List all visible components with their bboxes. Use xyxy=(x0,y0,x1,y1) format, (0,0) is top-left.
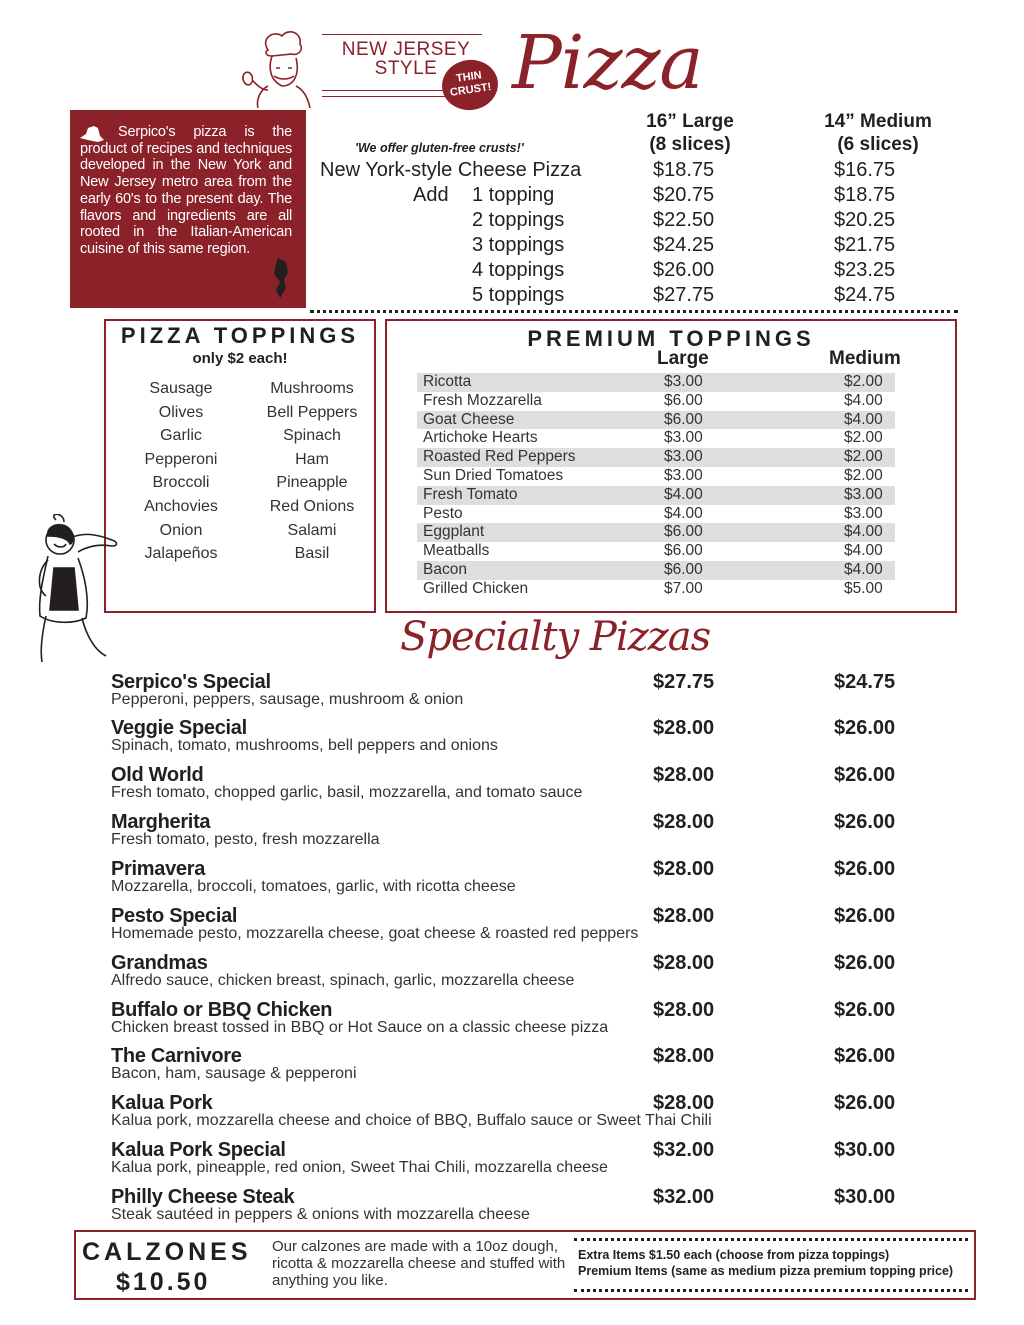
premium-name: Meatballs xyxy=(423,542,490,560)
premium-toppings-box xyxy=(385,319,957,613)
premium-medium-price: $2.00 xyxy=(844,448,883,466)
topping-item: Ham xyxy=(295,450,329,468)
topping-item: Basil xyxy=(294,545,330,563)
specialty-medium-price: $26.00 xyxy=(834,764,896,786)
specialty-medium-price: $24.75 xyxy=(834,671,896,693)
premium-row xyxy=(417,411,895,430)
topping-item: Bell Peppers xyxy=(266,403,358,421)
specialty-large-price: $32.00 xyxy=(653,1186,715,1208)
premium-large-price: $6.00 xyxy=(664,542,703,560)
medium-price: $20.25 xyxy=(834,209,896,231)
specialty-desc: Chicken breast tossed in BBQ or Hot Sauce on a classic cheese pizza xyxy=(111,1019,609,1036)
waitress-illustration xyxy=(34,514,134,664)
specialty-desc: Alfredo sauce, chicken breast, spinach, garlic, mozzarella cheese xyxy=(111,972,575,989)
premium-medium-price: $4.00 xyxy=(844,523,883,541)
topping-item: Anchovies xyxy=(144,497,218,515)
premium-large-price: $4.00 xyxy=(664,485,703,503)
premium-row xyxy=(417,542,895,561)
specialty-desc: Kalua pork, pineapple, red onion, Sweet Thai Chili, mozzarella cheese xyxy=(111,1159,608,1176)
topping-item: Garlic xyxy=(160,427,202,445)
medium-price: $23.25 xyxy=(834,259,896,281)
premium-medium-price: $4.00 xyxy=(844,391,883,409)
premium-large-price: $6.00 xyxy=(664,410,703,428)
price-row-label: 4 toppings xyxy=(472,259,565,281)
specialty-desc: Bacon, ham, sausage & pepperoni xyxy=(111,1065,357,1082)
specialty-large-price: $28.00 xyxy=(653,952,715,974)
topping-item: Pineapple xyxy=(276,474,348,492)
badge-line-1: THIN xyxy=(455,69,483,85)
specialty-medium-price: $26.00 xyxy=(834,1045,896,1067)
premium-large-price: $3.00 xyxy=(664,448,703,466)
specialty-medium-price: $26.00 xyxy=(834,811,896,833)
premium-name: Fresh Mozzarella xyxy=(423,391,542,409)
premium-name: Ricotta xyxy=(423,373,472,390)
premium-row xyxy=(417,561,895,580)
pizza-toppings-box xyxy=(104,319,376,613)
price-row-label: 2 toppings xyxy=(472,209,565,231)
chef-illustration xyxy=(238,28,322,108)
premium-large-price: $3.00 xyxy=(664,373,703,390)
extra-items-note: Extra Items $1.50 each (choose from pizza toppings) xyxy=(578,1248,890,1262)
specialty-large-price: $32.00 xyxy=(653,1139,715,1161)
price-row-label: 3 toppings xyxy=(472,234,565,256)
specialty-medium-price: $26.00 xyxy=(834,717,896,739)
specialty-name: Pesto Special xyxy=(111,905,238,927)
premium-medium-price: $4.00 xyxy=(844,561,883,578)
topping-item: Red Onions xyxy=(269,497,355,515)
medium-size-header xyxy=(808,110,948,156)
medium-price: $21.75 xyxy=(834,234,896,256)
toppings-title: PIZZA TOPPINGS xyxy=(120,323,360,348)
specialty-desc: Homemade pesto, mozzarella cheese, goat cheese & roasted red peppers xyxy=(111,925,639,942)
style-line-2: STYLE xyxy=(374,58,438,79)
premium-large-price: $3.00 xyxy=(664,467,703,484)
price-row-label: 5 toppings xyxy=(472,284,565,306)
specialty-large-price: $28.00 xyxy=(653,764,715,786)
specialty-medium-price: $26.00 xyxy=(834,905,896,927)
medium-slices-label: (6 slices) xyxy=(837,134,919,155)
premium-row xyxy=(417,429,895,448)
premium-row xyxy=(417,373,895,392)
add-label: Add xyxy=(413,184,449,206)
toppings-column-2 xyxy=(252,377,372,566)
toppings-column-1 xyxy=(121,377,241,566)
specialty-medium-price: $30.00 xyxy=(834,1139,896,1161)
badge-line-2: CRUST! xyxy=(449,81,493,99)
large-price: $27.75 xyxy=(653,284,715,306)
extras-box xyxy=(574,1238,968,1292)
premium-large-price: $7.00 xyxy=(664,579,703,597)
specialty-name: Buffalo or BBQ Chicken xyxy=(111,999,333,1021)
specialty-medium-price: $26.00 xyxy=(834,1092,896,1114)
specialty-name: Old World xyxy=(111,764,204,786)
price-row-label: 1 topping xyxy=(472,184,555,206)
specialty-large-price: $28.00 xyxy=(653,999,715,1021)
cheese-pizza-label: New York-style Cheese Pizza xyxy=(320,159,582,181)
specialty-large-price: $28.00 xyxy=(653,905,715,927)
specialty-medium-price: $26.00 xyxy=(834,999,896,1021)
specialty-name: Margherita xyxy=(111,811,211,833)
premium-row xyxy=(417,448,895,467)
calzones-price: $10.50 xyxy=(116,1268,211,1296)
specialty-large-price: $28.00 xyxy=(653,717,715,739)
premium-medium-price: $2.00 xyxy=(844,373,883,390)
specialty-desc: Mozzarella, broccoli, tomatoes, garlic, with ricotta cheese xyxy=(111,878,516,895)
new-york-state-icon xyxy=(78,124,106,144)
large-size-header xyxy=(630,110,750,156)
calzones-desc: Our calzones are made with a 10oz dough, ricotta & mozzarella cheese and stuffed with anything you like. xyxy=(272,1238,566,1289)
premium-medium-price: $5.00 xyxy=(844,579,883,597)
premium-title: PREMIUM TOPPINGS xyxy=(527,326,815,351)
premium-medium-price: $4.00 xyxy=(844,542,883,560)
topping-item: Mushrooms xyxy=(270,380,354,397)
medium-price: $24.75 xyxy=(834,284,896,306)
large-price: $26.00 xyxy=(653,259,715,281)
specialty-name: Grandmas xyxy=(111,952,208,974)
specialty-name: The Carnivore xyxy=(111,1045,242,1067)
premium-row xyxy=(417,505,895,524)
premium-row xyxy=(417,523,895,542)
specialty-large-price: $28.00 xyxy=(653,858,715,880)
toppings-subtitle: only $2 each! xyxy=(192,350,288,367)
premium-items-note: Premium Items (same as medium pizza premium topping price) xyxy=(578,1264,954,1278)
premium-name: Eggplant xyxy=(423,523,485,541)
specialty-large-price: $27.75 xyxy=(653,671,715,693)
specialty-title: Specialty Pizzas xyxy=(400,614,711,660)
premium-medium-price: $3.00 xyxy=(844,485,883,503)
specialty-medium-price: $26.00 xyxy=(834,858,896,880)
premium-medium-price: $2.00 xyxy=(844,467,883,484)
topping-item: Olives xyxy=(158,403,204,421)
medium-price: $16.75 xyxy=(834,159,896,181)
intro-box xyxy=(70,110,306,308)
specialty-large-price: $28.00 xyxy=(653,1092,715,1114)
premium-large-price: $6.00 xyxy=(664,391,703,409)
premium-large-price: $6.00 xyxy=(664,523,703,541)
topping-item: Pepperoni xyxy=(144,450,218,468)
premium-name: Grilled Chicken xyxy=(423,579,529,597)
premium-medium-header: Medium xyxy=(829,348,901,369)
premium-name: Artichoke Hearts xyxy=(423,429,538,447)
premium-large-header: Large xyxy=(657,348,709,369)
specialty-medium-price: $30.00 xyxy=(834,1186,896,1208)
specialty-name: Kalua Pork xyxy=(111,1092,213,1114)
premium-name: Fresh Tomato xyxy=(423,485,518,503)
specialty-desc: Steak sautéed in peppers & onions with mozzarella cheese xyxy=(111,1206,530,1223)
specialty-name: Veggie Special xyxy=(111,717,247,739)
premium-row xyxy=(417,467,895,486)
specialty-name: Serpico's Special xyxy=(111,671,271,693)
premium-large-price: $3.00 xyxy=(664,429,703,447)
new-jersey-state-icon xyxy=(272,258,290,298)
large-slices-label: (8 slices) xyxy=(649,134,731,155)
topping-item: Jalapeños xyxy=(144,545,218,563)
large-price: $24.25 xyxy=(653,234,715,256)
large-price: $22.50 xyxy=(653,209,715,231)
premium-row xyxy=(417,486,895,505)
specialty-desc: Spinach, tomato, mushrooms, bell peppers and onions xyxy=(111,737,498,754)
specialty-desc: Fresh tomato, pesto, fresh mozzarella xyxy=(111,831,380,848)
premium-medium-price: $2.00 xyxy=(844,429,883,447)
style-line-1: NEW JERSEY xyxy=(341,39,471,60)
premium-name: Roasted Red Peppers xyxy=(423,448,576,466)
premium-large-price: $6.00 xyxy=(664,561,703,578)
specialty-desc: Fresh tomato, chopped garlic, basil, mozzarella, and tomato sauce xyxy=(111,784,583,801)
large-price: $20.75 xyxy=(653,184,715,206)
large-size-label: 16” Large xyxy=(646,111,734,132)
topping-item: Broccoli xyxy=(152,474,210,492)
calzones-box xyxy=(74,1230,976,1300)
topping-item: Spinach xyxy=(283,427,341,445)
specialty-name: Kalua Pork Special xyxy=(111,1139,286,1161)
medium-price: $18.75 xyxy=(834,184,896,206)
large-price: $18.75 xyxy=(653,159,715,181)
topping-item: Sausage xyxy=(149,380,213,397)
premium-name: Goat Cheese xyxy=(423,410,515,428)
topping-item: Salami xyxy=(287,521,337,539)
page-title: Pizza xyxy=(512,20,703,106)
specialty-desc: Pepperoni, peppers, sausage, mushroom & onion xyxy=(111,691,464,708)
calzones-title: CALZONES xyxy=(82,1238,252,1266)
dotted-divider xyxy=(310,310,958,313)
premium-row xyxy=(417,580,895,599)
premium-row xyxy=(417,392,895,411)
premium-name: Sun Dried Tomatoes xyxy=(423,467,564,484)
specialty-desc: Kalua pork, mozzarella cheese and choice of BBQ, Buffalo sauce or Sweet Thai Chili xyxy=(111,1112,712,1129)
medium-size-label: 14” Medium xyxy=(824,111,932,132)
premium-medium-price: $3.00 xyxy=(844,504,883,522)
gluten-free-note: 'We offer gluten-free crusts!' xyxy=(355,141,524,155)
premium-name: Bacon xyxy=(423,561,467,578)
premium-name: Pesto xyxy=(423,504,463,522)
premium-medium-price: $4.00 xyxy=(844,410,883,428)
specialty-name: Philly Cheese Steak xyxy=(111,1186,295,1208)
specialty-medium-price: $26.00 xyxy=(834,952,896,974)
specialty-large-price: $28.00 xyxy=(653,1045,715,1067)
topping-item: Onion xyxy=(159,521,203,539)
intro-text: Serpico's pizza is the product of recipes and techniques developed in the New York and New Jersey metro area from the early 60's to the present day. The flavors and ingredients are all rooted in the Italian-American cuisine of this same region. xyxy=(80,124,292,257)
premium-large-price: $4.00 xyxy=(664,504,703,522)
specialty-large-price: $28.00 xyxy=(653,811,715,833)
specialty-name: Primavera xyxy=(111,858,206,880)
